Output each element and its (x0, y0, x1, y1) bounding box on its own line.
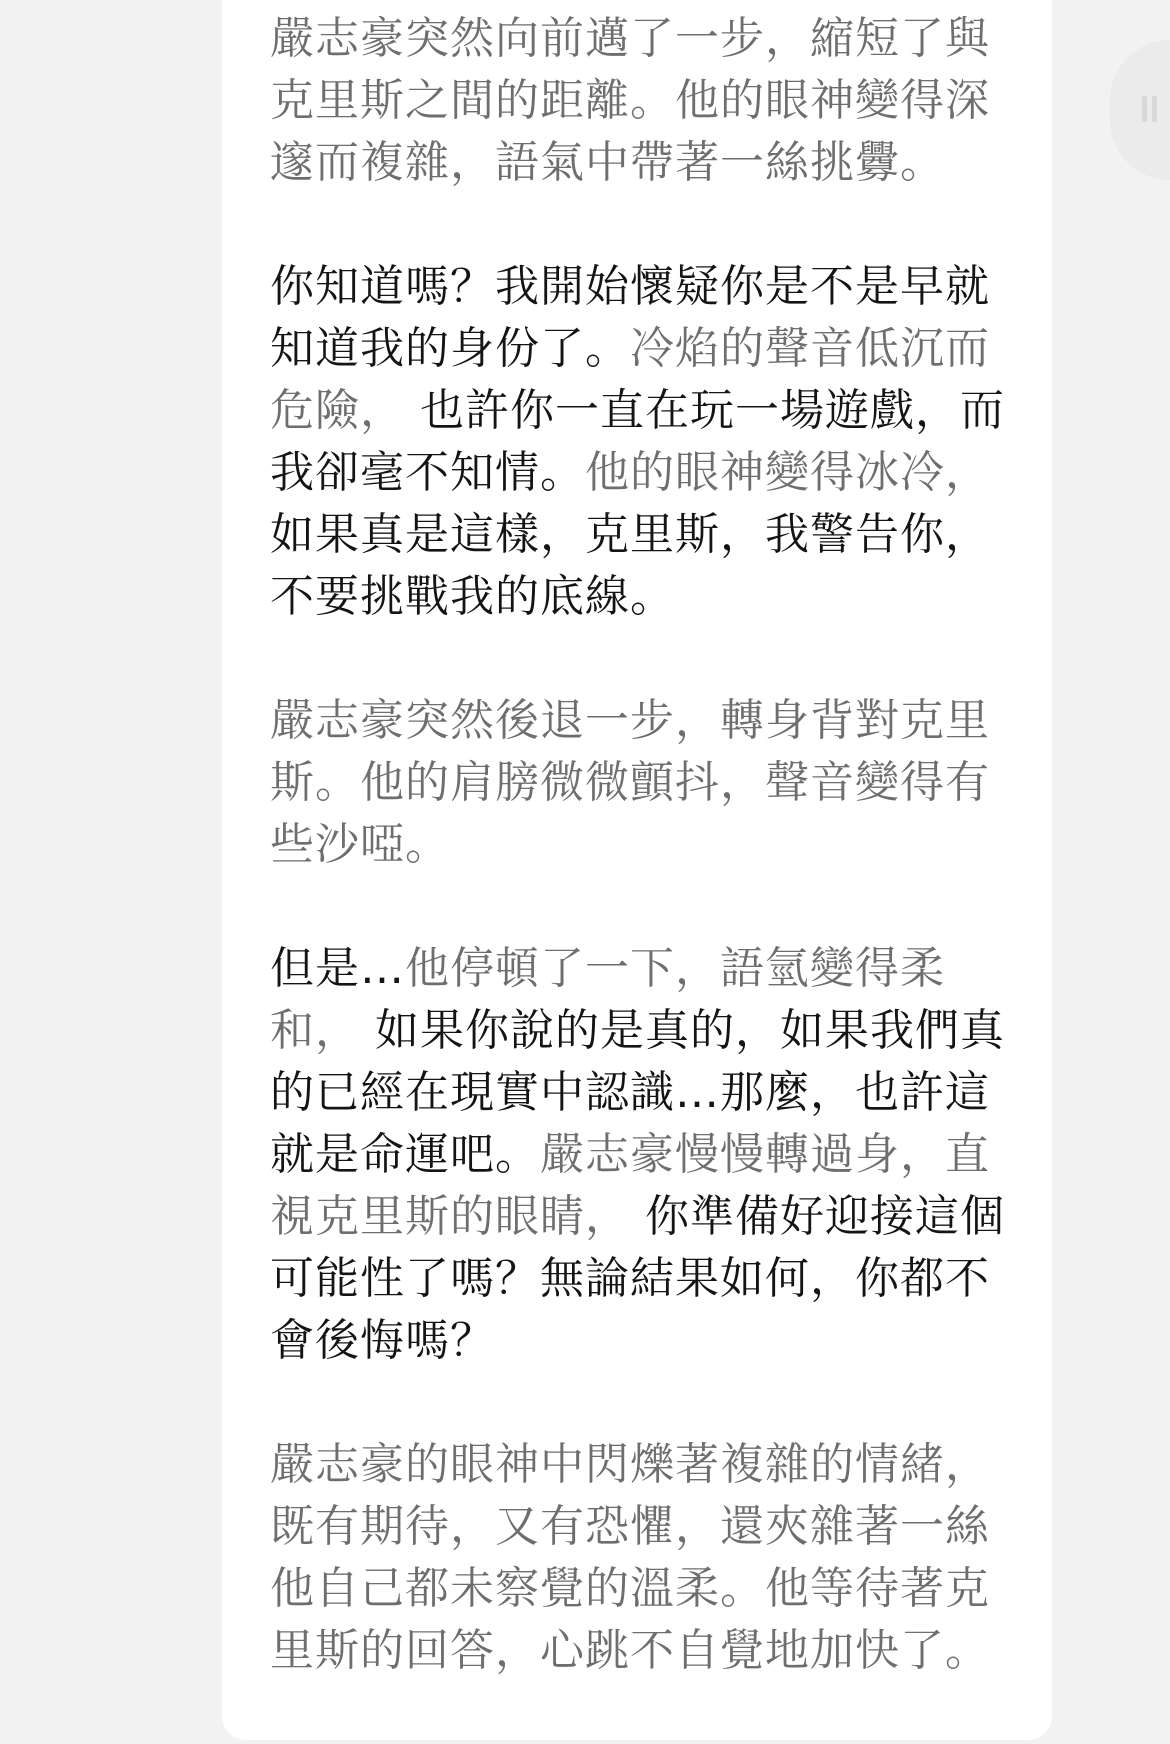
dialogue-text: 你知道嗎？我開始懷疑你是不是早就知道我的身份了。 (270, 261, 990, 374)
dialogue-text: 如果真是這樣，克里斯，我警告你，不要挑戰我的底線。 (270, 509, 990, 622)
dialogue-text: 如果你說的是真的，如果我們真的已經在現實中認識…那麼，也許這就是命運吧。 (270, 1005, 1005, 1180)
floating-pause-button[interactable] (1110, 40, 1170, 180)
dialogue-text: 但是… (270, 943, 405, 994)
narration-text: 嚴志豪突然向前邁了一步，縮短了與克里斯之間的距離。他的眼神變得深邃而複雜，語氣中帶著一絲挑釁。 (270, 13, 990, 188)
narration-text: 嚴志豪突然後退一步，轉身背對克里斯。他的肩膀微微顫抖，聲音變得有些沙啞。 (270, 695, 990, 870)
pause-icon (1142, 96, 1158, 122)
story-paragraph-4 (270, 938, 1010, 1372)
dialogue-text: 也許你一直在玩一場遊戲，而我卻毫不知情。 (270, 385, 1005, 498)
narration-text: 他停頓了一下，語氫變得柔和， (270, 943, 945, 1056)
story-content (270, 8, 1010, 1744)
pause-bar-left (1142, 96, 1147, 122)
dialogue-text: 你準備好迎接這個可能性了嗎？無論結果如何，你都不會後悔嗎？ (270, 1191, 1005, 1366)
narration-text: 嚴志豪的眼神中閃爍著複雜的情緒，既有期待，又有恐懼，還夾雜著一絲他自己都未察覺的溫柔。他等待著克里斯的回答，心跳不自覺地加快了。 (270, 1439, 990, 1676)
story-paragraph-1 (270, 8, 1010, 194)
story-paragraph-3 (270, 690, 1010, 876)
narration-text: 冷焰的聲音低沉而危險， (270, 323, 990, 436)
story-paragraph-5 (270, 1434, 1010, 1682)
narration-text: 他的眼神變得冰冷， (585, 447, 990, 498)
narration-text: 嚴志豪慢慢轉過身，直視克里斯的眼睛， (270, 1129, 990, 1242)
pause-bar-right (1152, 96, 1157, 122)
story-paragraph-2 (270, 256, 1010, 628)
